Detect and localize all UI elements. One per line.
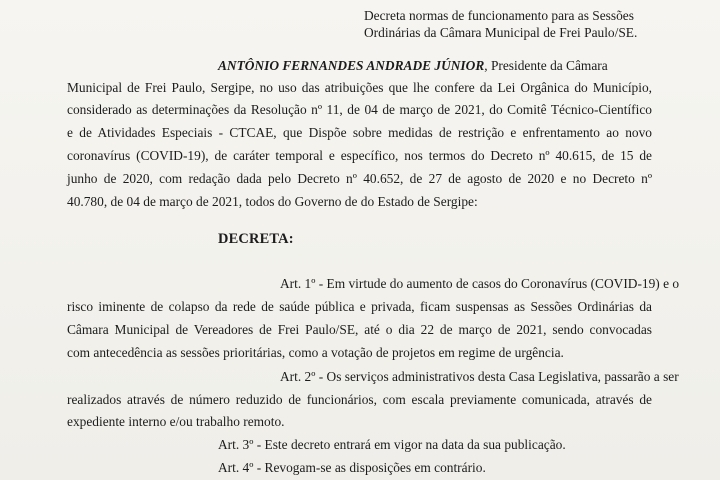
preamble-line: junho de 2020, com redação dada pelo Decreto nº 40.652, de 27 de agosto de 2020 e no Decreto nº xyxy=(67,171,652,186)
art2-line: realizados através de número reduzido de funcionários, com escala previamente comunicada, através de xyxy=(67,392,652,407)
preamble-first-line xyxy=(218,58,608,74)
art3-text: Art. 3º - Este decreto entrará em vigor na data da sua publicação. xyxy=(218,437,566,452)
art1-line: com antecedência as sessões prioritárias, como a votação de projetos em regime de urgência. xyxy=(67,345,564,360)
preamble-first-line-rest: , Presidente da Câmara xyxy=(484,58,608,73)
art2-first-line: Art. 2º - Os serviços administrativos desta Casa Legislativa, passarão a ser xyxy=(280,369,679,384)
art1-first-line: Art. 1º - Em virtude do aumento de casos do Coronavírus (COVID-19) e o xyxy=(280,276,680,291)
art1-line: risco iminente de colapso da rede de saúde pública e privada, ficam suspensas as Sessões Ordinárias da xyxy=(67,299,652,314)
ementa-line-1: Decreta normas de funcionamento para as Sessões xyxy=(364,8,634,23)
preamble-line: 40.780, de 04 de março de 2021, todos do Governo de do Estado de Sergipe: xyxy=(67,194,478,209)
decreta-heading: DECRETA: xyxy=(218,231,294,247)
preamble-line: considerado as determinações da Resolução nº 11, de 04 de março de 2021, do Comitê Técnico-Científico xyxy=(67,102,652,117)
ementa-line-2: Ordinárias da Câmara Municipal de Frei Paulo/SE. xyxy=(364,25,638,40)
preamble-line: e de Atividades Especiais - CTCAE, que Dispõe sobre medidas de restrição e enfrentamento ao novo xyxy=(67,125,652,140)
art1-line: Câmara Municipal de Vereadores de Frei Paulo/SE, até o dia 22 de março de 2021, sendo convocadas xyxy=(67,322,652,337)
preamble-line: coronavírus (COVID-19), de caráter temporal e específico, nos termos do Decreto nº 40.615, de 15 de xyxy=(67,148,652,163)
president-name: ANTÔNIO FERNANDES ANDRADE JÚNIOR xyxy=(218,58,485,73)
art4-text: Art. 4º - Revogam-se as disposições em contrário. xyxy=(218,460,486,475)
art2-line: expediente interno e/ou trabalho remoto. xyxy=(67,414,285,429)
preamble-line: Municipal de Frei Paulo, Sergipe, no uso das atribuições que lhe confere da Lei Orgânica do Município, xyxy=(67,80,652,95)
